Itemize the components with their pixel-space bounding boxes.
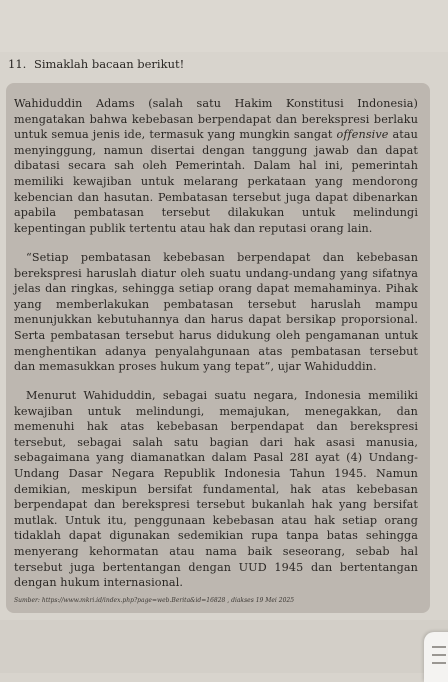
question-number: 11. <box>8 57 27 71</box>
bottom-background <box>0 620 448 673</box>
passage-paragraph-2: “Setiap pembatasan kebebasan berpendapat dan kebebasan berekspresi haruslah diatur oleh suatu undang-undang yang sifatnya jelas dan ringkas, sehingga setiap orang dapat memahaminya. Pihak yang memberlakukan pembatasan tersebut haruslah mampu menunjukkan kebutuhannya dan harus dapat bersikap proporsional. Serta pembatasan tersebut harus didukung oleh pengamanan untuk menghentikan adanya penyalahgunaan atas pembatasan tersebut dan memasukkan proses hukum yang tepat”, ujar Wahiduddin. <box>14 251 418 374</box>
passage-paragraph-3: Menurut Wahiduddin, sebagai suatu negara, Indonesia memiliki kewajiban untuk melindungi, memajukan, menegakkan, dan memenuhi hak atas kebebasan berpendapat dan berekspresi tersebut, sebagai salah satu bagian dari hak asasi manusia, sebagaimana yang diamanatkan dalam Pasal 28I ayat (4) Undang-Undang Dasar Negara Republik Indonesia Tahun 1945. Namun demikian, meskipun bersifat fundamental, hak atas kebebasan berpendapat dan berekspresi tersebut bukanlah hak yang bersifat mutlak. Untuk itu, penggunaan kebebasan atau hak setiap orang tidaklah dapat digunakan sedemikian rupa tanpa batas sehingga menyerang kehormatan atau nama baik seseorang, sebab hal tersebut juga bertentangan dengan UUD 1945 dan bertentangan dengan hukum internasional. <box>14 389 418 590</box>
source-citation: Sumber: https://www.mkri.id/index.php?page=web.Berita&id=16828 , diakses 19 Mei 2025 <box>14 597 295 604</box>
passage-paragraph-1: Wahiduddin Adams (salah satu Hakim Konstitusi Indonesia) mengatakan bahwa kebebasan berpendapat dan berekspresi berlaku untuk semua jenis ide, termasuk yang mungkin sangat offensive atau menyinggung, namun disertai dengan tanggung jawab dan dapat dibatasi secara sah oleh Pemerintah. Dalam hal ini, pemerintah memiliki kewajiban untuk melarang perkataan yang mendorong kebencian dan hasutan. Pembatasan tersebut juga dapat dibenarkan apabila pembatasan tersebut dilakukan untuk melindungi kepentingan publik tertentu atau hak dan reputasi orang lain. <box>14 97 418 235</box>
question-header <box>8 57 184 72</box>
question-prompt: Simaklah bacaan berikut! <box>33 57 185 71</box>
italic-term: offensive <box>336 128 389 142</box>
top-background <box>0 0 448 52</box>
menu-button[interactable] <box>424 632 448 682</box>
